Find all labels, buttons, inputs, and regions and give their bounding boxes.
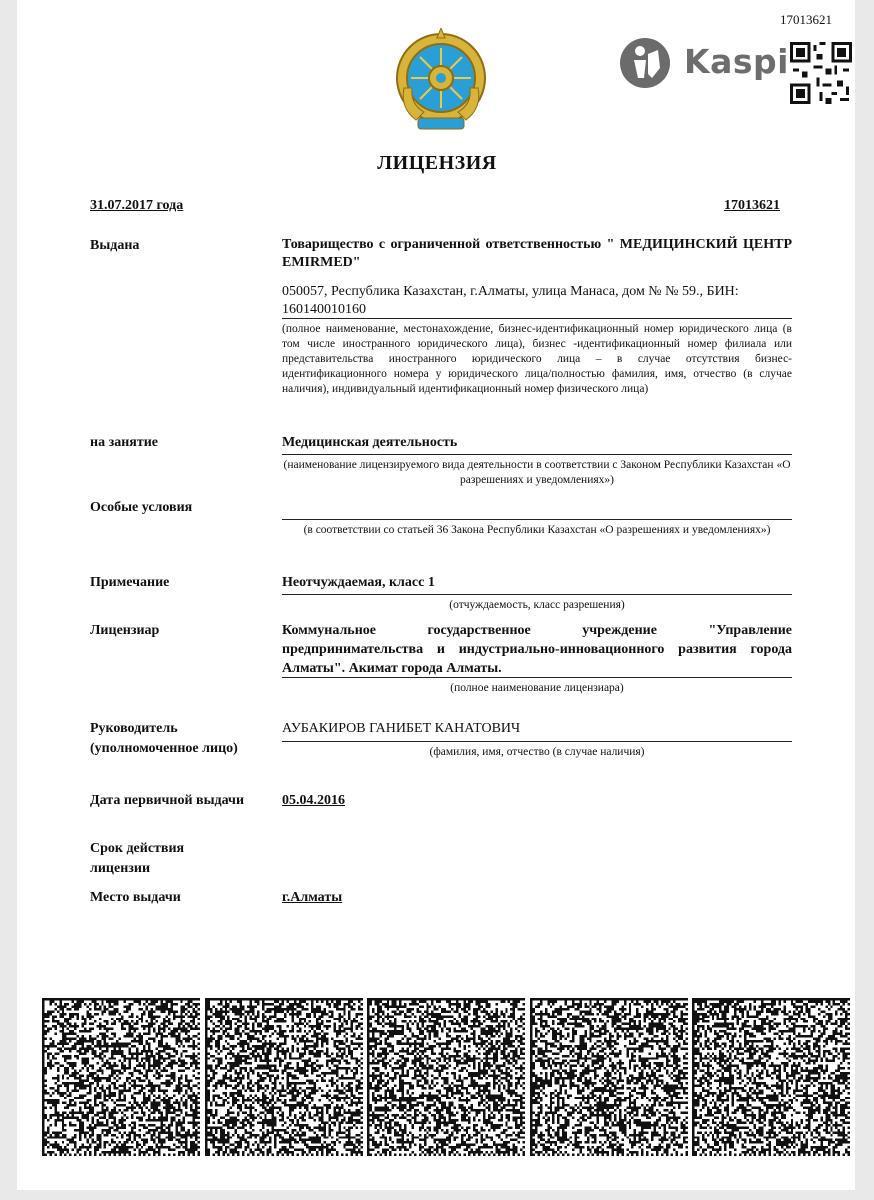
head-note: (фамилия, имя, отчество (в случае наличия) bbox=[282, 741, 792, 760]
place-label: Место выдачи bbox=[90, 890, 181, 905]
head-label-line2: (уполномоченное лицо) bbox=[90, 741, 238, 756]
kaspi-watermark bbox=[618, 38, 854, 108]
issued-label: Выдана bbox=[90, 238, 140, 253]
activity-value: Медицинская деятельность bbox=[282, 435, 458, 450]
conditions-note: (в соответствии со статьей 36 Закона Республики Казахстан «О разрешениях и уведомлениях») bbox=[282, 519, 792, 538]
2d-barcode-icon bbox=[367, 998, 525, 1156]
activity-note: (наименование лицензируемого вида деятельности в соответствии с Законом Республики Казахстан «О разрешениях и уведомлениях») bbox=[282, 454, 792, 488]
remark-note: (отчуждаемость, класс разрешения) bbox=[282, 594, 792, 613]
kaspi-logo-icon bbox=[620, 38, 670, 88]
validity-label bbox=[90, 839, 184, 879]
qr-code-icon bbox=[790, 42, 852, 104]
validity-label-line2: лицензии bbox=[90, 861, 151, 876]
2d-barcode-icon bbox=[205, 998, 363, 1156]
barcode-strip bbox=[42, 998, 850, 1156]
first-issue-label: Дата первичной выдачи bbox=[90, 793, 245, 808]
license-number: 17013621 bbox=[724, 198, 780, 213]
2d-barcode-icon bbox=[42, 998, 200, 1156]
remark-label: Примечание bbox=[90, 575, 170, 590]
licensor-label: Лицензиар bbox=[90, 623, 160, 638]
place-value: г.Алматы bbox=[282, 890, 343, 905]
issue-date: 31.07.2017 года bbox=[90, 198, 184, 213]
document-title: ЛИЦЕНЗИЯ bbox=[377, 152, 497, 174]
first-issue-value: 05.04.2016 bbox=[282, 793, 345, 808]
head-label bbox=[90, 719, 238, 759]
kaspi-brand: Kaspi bbox=[684, 42, 789, 81]
doc-number: 17013621 bbox=[780, 12, 832, 27]
validity-label-line1: Срок действия bbox=[90, 841, 185, 856]
activity-label: на занятие bbox=[90, 435, 158, 450]
issued-note: (полное наименование, местонахождение, бизнес-идентификационный номер юридического лица (в том числе иностранного юридического лица), бизнес -идентификационный номер филиала или представительства иностранного юридического лица – в случае отсутствия бизнес-идентификационного номера у юридического лица/полностью фамилия, имя, отчество (в случае наличия), индивидуальный идентификационный номер физического лица) bbox=[282, 318, 792, 397]
2d-barcode-icon bbox=[530, 998, 688, 1156]
kazakhstan-emblem-icon bbox=[394, 28, 488, 132]
remark-value: Неотчуждаемая, класс 1 bbox=[282, 575, 435, 590]
head-value: АУБАКИРОВ ГАНИБЕТ КАНАТОВИЧ bbox=[282, 721, 521, 736]
licensor-note: (полное наименование лицензиара) bbox=[282, 677, 792, 696]
issued-address: 050057, Республика Казахстан, г.Алматы, улица Манаса, дом № № 59., БИН: 160140010160 bbox=[282, 284, 739, 317]
issued-name: Товарищество с ограниченной ответственностью " МЕДИЦИНСКИЙ ЦЕНТР EMIRMED" bbox=[282, 237, 792, 270]
licensor-value: Коммунальное государственное учреждение "Управление предпринимательства и индустриально-инновационного развития города Алматы". Акимат города Алматы. bbox=[282, 623, 792, 676]
2d-barcode-icon bbox=[692, 998, 850, 1156]
head-label-line1: Руководитель bbox=[90, 721, 178, 736]
conditions-label: Особые условия bbox=[90, 500, 193, 515]
